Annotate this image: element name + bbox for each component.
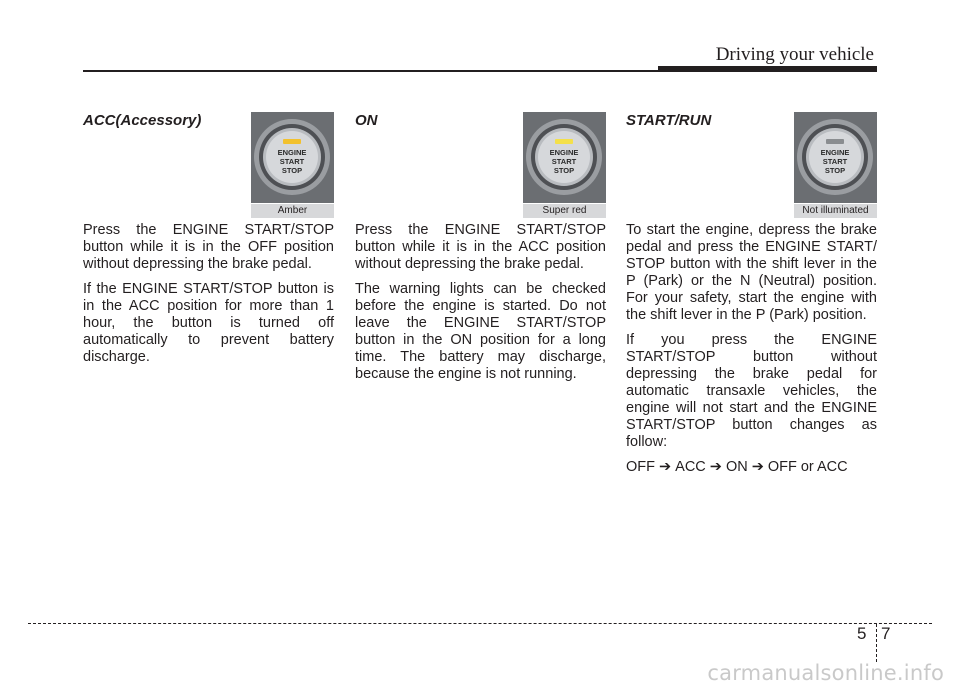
button-label-line3: STOP [553,166,575,175]
arrow-right-icon: ➔ [659,459,672,475]
section-heading-start-run: START/RUN [626,112,712,129]
button-label-line2: START [551,157,577,166]
photo-caption-start-run: Not illuminated [794,204,877,218]
watermark: carmanualsonline.info [707,661,944,685]
page-section-number: 5 [857,624,867,643]
body-text-start-run [626,222,877,484]
paragraph: To start the engine, depress the brake pedal and press the ENGINE START/ STOP button with the shift lever in the P (Park) or the N (Neutral) position. For your safety, start the engine with the shift lever in the P (Park) position. [626,222,877,323]
paragraph: Press the ENGINE START/STOP button while it is in the OFF position without depressing the brake pedal. [83,222,334,272]
paragraph: The warning lights can be checked before the engine is started. Do not leave the ENGINE START/STOP button in the ON position for a long time. The battery may discharge, because the engine is not running. [355,281,606,382]
paragraph: If the ENGINE START/STOP button is in the ACC position for more than 1 hour, the button is turned off automatically to prevent battery discharge. [83,281,334,365]
arrow-right-icon: ➔ [751,459,764,475]
engine-button-photo-acc [251,112,334,203]
header-rule-thick [658,66,877,72]
section-heading-on: ON [355,112,378,129]
button-label-line1: ENGINE [820,148,850,157]
page-number: 7 [881,624,891,643]
photo-caption-acc: Amber [251,204,334,218]
arrow-right-icon: ➔ [709,459,722,475]
indicator-amber-icon [283,139,301,144]
button-label-line1: ENGINE [277,148,307,157]
photo-caption-on: Super red [523,204,606,218]
sequence-step: ON [725,459,748,475]
body-text-on [355,222,606,391]
button-label-line2: START [279,157,305,166]
paragraph: Press the ENGINE START/STOP button while it is in the ACC position without depressing the brake pedal. [355,222,606,272]
section-heading-acc: ACC(Accessory) [83,112,202,129]
footer-rule [28,623,932,624]
header-rule-thin [83,70,660,72]
mode-sequence [626,459,877,476]
sequence-step: OFF or ACC [767,459,848,475]
header-title: Driving your vehicle [715,44,874,65]
button-label-line3: STOP [824,166,846,175]
button-label-line3: STOP [281,166,303,175]
body-text-acc [83,222,334,374]
engine-button-photo-start-run [794,112,877,203]
page-number-divider [876,624,877,662]
button-label-line2: START [822,157,848,166]
engine-button-photo-on [523,112,606,203]
paragraph: If you press the ENGINE START/STOP button without depressing the brake pedal for automatic transaxle vehicles, the engine will not start and the ENGINE START/STOP button changes as follow: [626,332,877,450]
sequence-step: OFF [626,459,655,475]
indicator-off-icon [826,139,844,144]
indicator-super-red-icon [555,139,573,144]
sequence-step: ACC [675,459,706,475]
button-label-line1: ENGINE [549,148,579,157]
